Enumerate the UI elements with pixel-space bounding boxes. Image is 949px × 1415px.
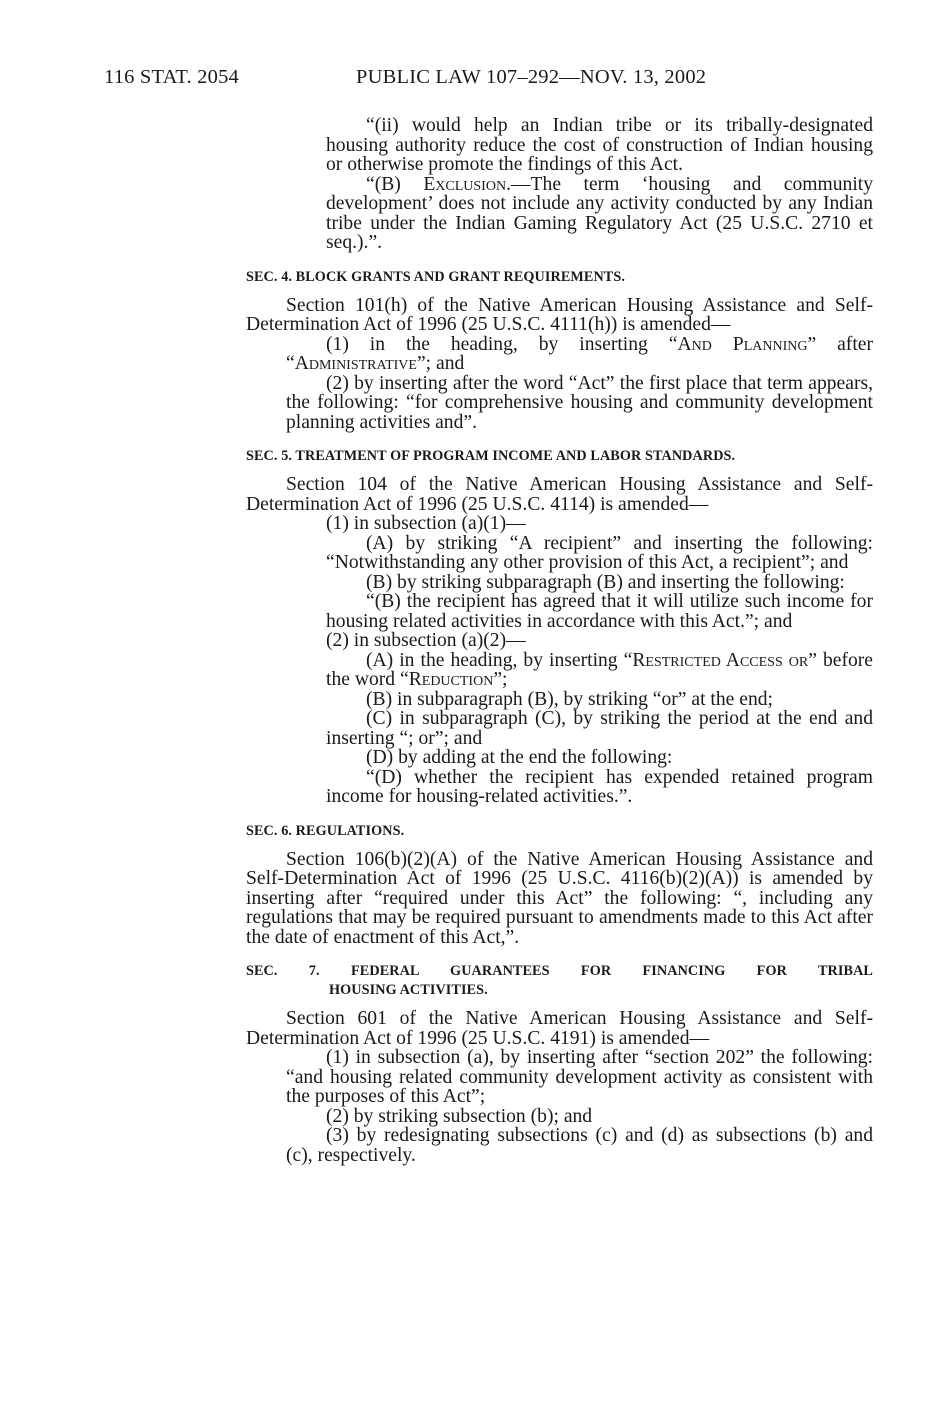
section-5-intro: Section 104 of the Native American Housing Assistance and Self-Determination Act of 1996 (25 U.S.C. 4114) is amended— [246,474,873,515]
page-folio: 116 STAT. 2054 [104,66,239,88]
section-5-subparagraph-1b: (B) by striking subparagraph (B) and inserting the following: [366,571,845,593]
clause-ii [246,116,873,175]
section-5-subparagraph-2a [246,651,873,690]
section-5-quoted-d: “(D) whether the recipient has expended retained program income for housing-related activities.”. [326,766,873,807]
subparagraph-b-exclusion [246,175,873,253]
section-7-paragraph-3: (3) by redesignating subsections (c) and (d) as subsections (b) and (c), respectively. [286,1125,873,1166]
section-6-text: Section 106(b)(2)(A) of the Native American Housing Assistance and Self-Determination Act of 1996 (25 U.S.C. 4116(b)(2)(A)) is amended by inserting after “required under this Act” the following: “, including any regulations that may be required pursuant to amendments made to this Act after the date of enactment of this Act,”. [246,848,873,948]
section-4-intro: Section 101(h) of the Native American Housing Assistance and Self-Determination Act of 1996 (25 U.S.C. 4111(h)) is amended— [246,294,873,335]
section-7-heading-line-1: SEC. 7. FEDERAL GUARANTEES FOR FINANCING FOR TRIBAL [246,963,873,979]
subparagraph-b-text: .—The term ‘housing and community development’ does not include any activity conducted by any Indian tribe under the Indian Gaming Regulatory Act (25 U.S.C. 2710 et seq.).”. [326,173,874,253]
section-5-subparagraph-2c: (C) in subparagraph (C), by striking the period at the end and inserting “; or”; and [326,708,873,749]
section-7-heading-line-2: HOUSING ACTIVITIES. [329,982,488,998]
section-7-intro: Section 601 of the Native American Housing Assistance and Self-Determination Act of 1996 (25 U.S.C. 4191) is amended— [246,1008,873,1049]
s4p1-text-b: ” after “ [286,333,873,374]
s4p1-small-caps-1: And Planning [677,333,808,355]
s5p2a-text-c: ”; [493,669,508,690]
clause-ii-text: “(ii) would help an Indian tribe or its tribally-designated housing authority reduce the cost of construction of Indian housing or otherwise promote the findings of this Act. [326,115,873,175]
section-7-paragraph-1: (1) in subsection (a), by inserting after “section 202” the following: “and housing related community development activity as consistent with the purposes of this Act”; [286,1047,873,1107]
s5p2a-small-caps-2: Reduction [408,669,494,690]
s4p1-text-c: ”; and [416,353,465,374]
subparagraph-b-prefix: “(B) [366,173,424,195]
section-5-subparagraph-1a: (A) by striking “A recipient” and inserting the following: “Notwithstanding any other provision of this Act, a recipient”; and [326,532,873,573]
running-head [104,66,784,94]
section-5-subparagraph-2b: (B) in subparagraph (B), by striking “or” at the end; [366,688,774,710]
section-5-subparagraph-2d: (D) by adding at the end the following: [366,747,673,768]
section-4-heading: SEC. 4. BLOCK GRANTS AND GRANT REQUIREMENTS. [246,268,625,285]
section-4-paragraph-1 [246,335,873,374]
section-4-paragraph-2: (2) by inserting after the word “Act” the first place that term appears, the following: “for comprehensive housing and community development planning activities and”. [286,372,873,433]
statute-body [246,116,873,1165]
section-5-heading: SEC. 5. TREATMENT OF PROGRAM INCOME AND LABOR STANDARDS. [246,448,736,464]
section-5-paragraph-2: (2) in subsection (a)(2)— [326,630,526,651]
section-7-paragraph-2: (2) by striking subsection (b); and [326,1105,593,1127]
s5p2a-small-caps-1: Restricted Access or [632,649,809,671]
section-7-heading [246,962,873,1000]
section-5-paragraph-1: (1) in subsection (a)(1)— [326,513,526,534]
section-6-heading: SEC. 6. REGULATIONS. [246,822,405,839]
s4p1-text-a: (1) in the heading, by inserting “ [326,333,678,355]
s4p1-small-caps-2: Administrative [294,353,417,374]
section-5-quoted-b: “(B) the recipient has agreed that it will utilize such income for housing related activities in accordance with this Act.”; and [326,591,873,632]
s5p2a-text-b: ” before the word “ [326,649,873,690]
subparagraph-b-heading: Exclusion [423,173,507,195]
s5p2a-text-a: (A) in the heading, by inserting “ [366,649,633,671]
running-head-title: PUBLIC LAW 107–292—NOV. 13, 2002 [356,66,707,88]
